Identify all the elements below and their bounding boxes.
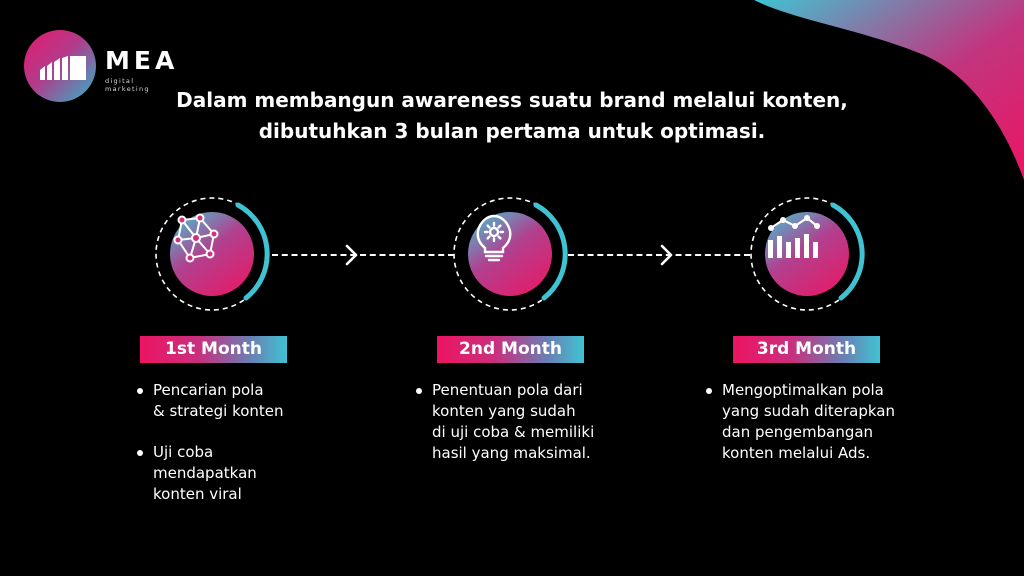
step-3-ring	[745, 192, 869, 316]
bullet-line: konten melalui Ads.	[722, 444, 871, 462]
bullet-dot	[137, 450, 143, 456]
bullet-dot	[416, 388, 422, 394]
bullet-line: & strategi konten	[153, 402, 284, 420]
month-label-1: 1st Month	[140, 336, 287, 363]
step-2-ring	[448, 192, 572, 316]
bar-chart-icon	[765, 212, 821, 264]
bullet-line: mendapatkan	[153, 464, 257, 482]
logo-building-icon	[40, 56, 110, 80]
connector-1-2	[272, 254, 454, 256]
bullet-item	[137, 442, 317, 505]
step-3-bullets	[706, 380, 921, 484]
bullet-item	[137, 380, 317, 422]
bullet-line: Mengoptimalkan pola	[722, 381, 884, 399]
headline-line-1: Dalam membangun awareness suatu brand melalui konten,	[176, 88, 848, 112]
bullet-line: Penentuan pola dari	[432, 381, 583, 399]
headline-line-2: dibutuhkan 3 bulan pertama untuk optimasi.	[258, 119, 766, 143]
bullet-item	[416, 380, 616, 464]
bullet-line: Uji coba	[153, 443, 214, 461]
step-3-icon-circle	[765, 212, 849, 296]
step-2-icon-circle	[468, 212, 552, 296]
bullet-line: hasil yang maksimal.	[432, 444, 591, 462]
connector-2-3	[568, 254, 750, 256]
logo-wordmark: MEA	[105, 46, 179, 75]
logo-tagline: digital marketing	[105, 77, 150, 93]
bullet-line: Pencarian pola	[153, 381, 264, 399]
bullet-line: di uji coba & memiliki	[432, 423, 595, 441]
chevron-right-icon	[345, 244, 359, 266]
bullet-line: yang sudah diterapkan	[722, 402, 895, 420]
network-icon	[170, 212, 222, 264]
bullet-line: dan pengembangan	[722, 423, 874, 441]
bullet-dot	[706, 388, 712, 394]
lightbulb-gear-icon	[468, 212, 520, 264]
step-2-bullets	[416, 380, 616, 484]
bullet-line: konten yang sudah	[432, 402, 576, 420]
step-1-ring	[150, 192, 274, 316]
bullet-dot	[137, 388, 143, 394]
step-1-bullets	[137, 380, 317, 525]
chevron-right-icon	[660, 244, 674, 266]
month-label-2: 2nd Month	[437, 336, 584, 363]
month-label-3: 3rd Month	[733, 336, 880, 363]
bullet-line: konten viral	[153, 485, 242, 503]
step-1-icon-circle	[170, 212, 254, 296]
bullet-item	[706, 380, 921, 464]
